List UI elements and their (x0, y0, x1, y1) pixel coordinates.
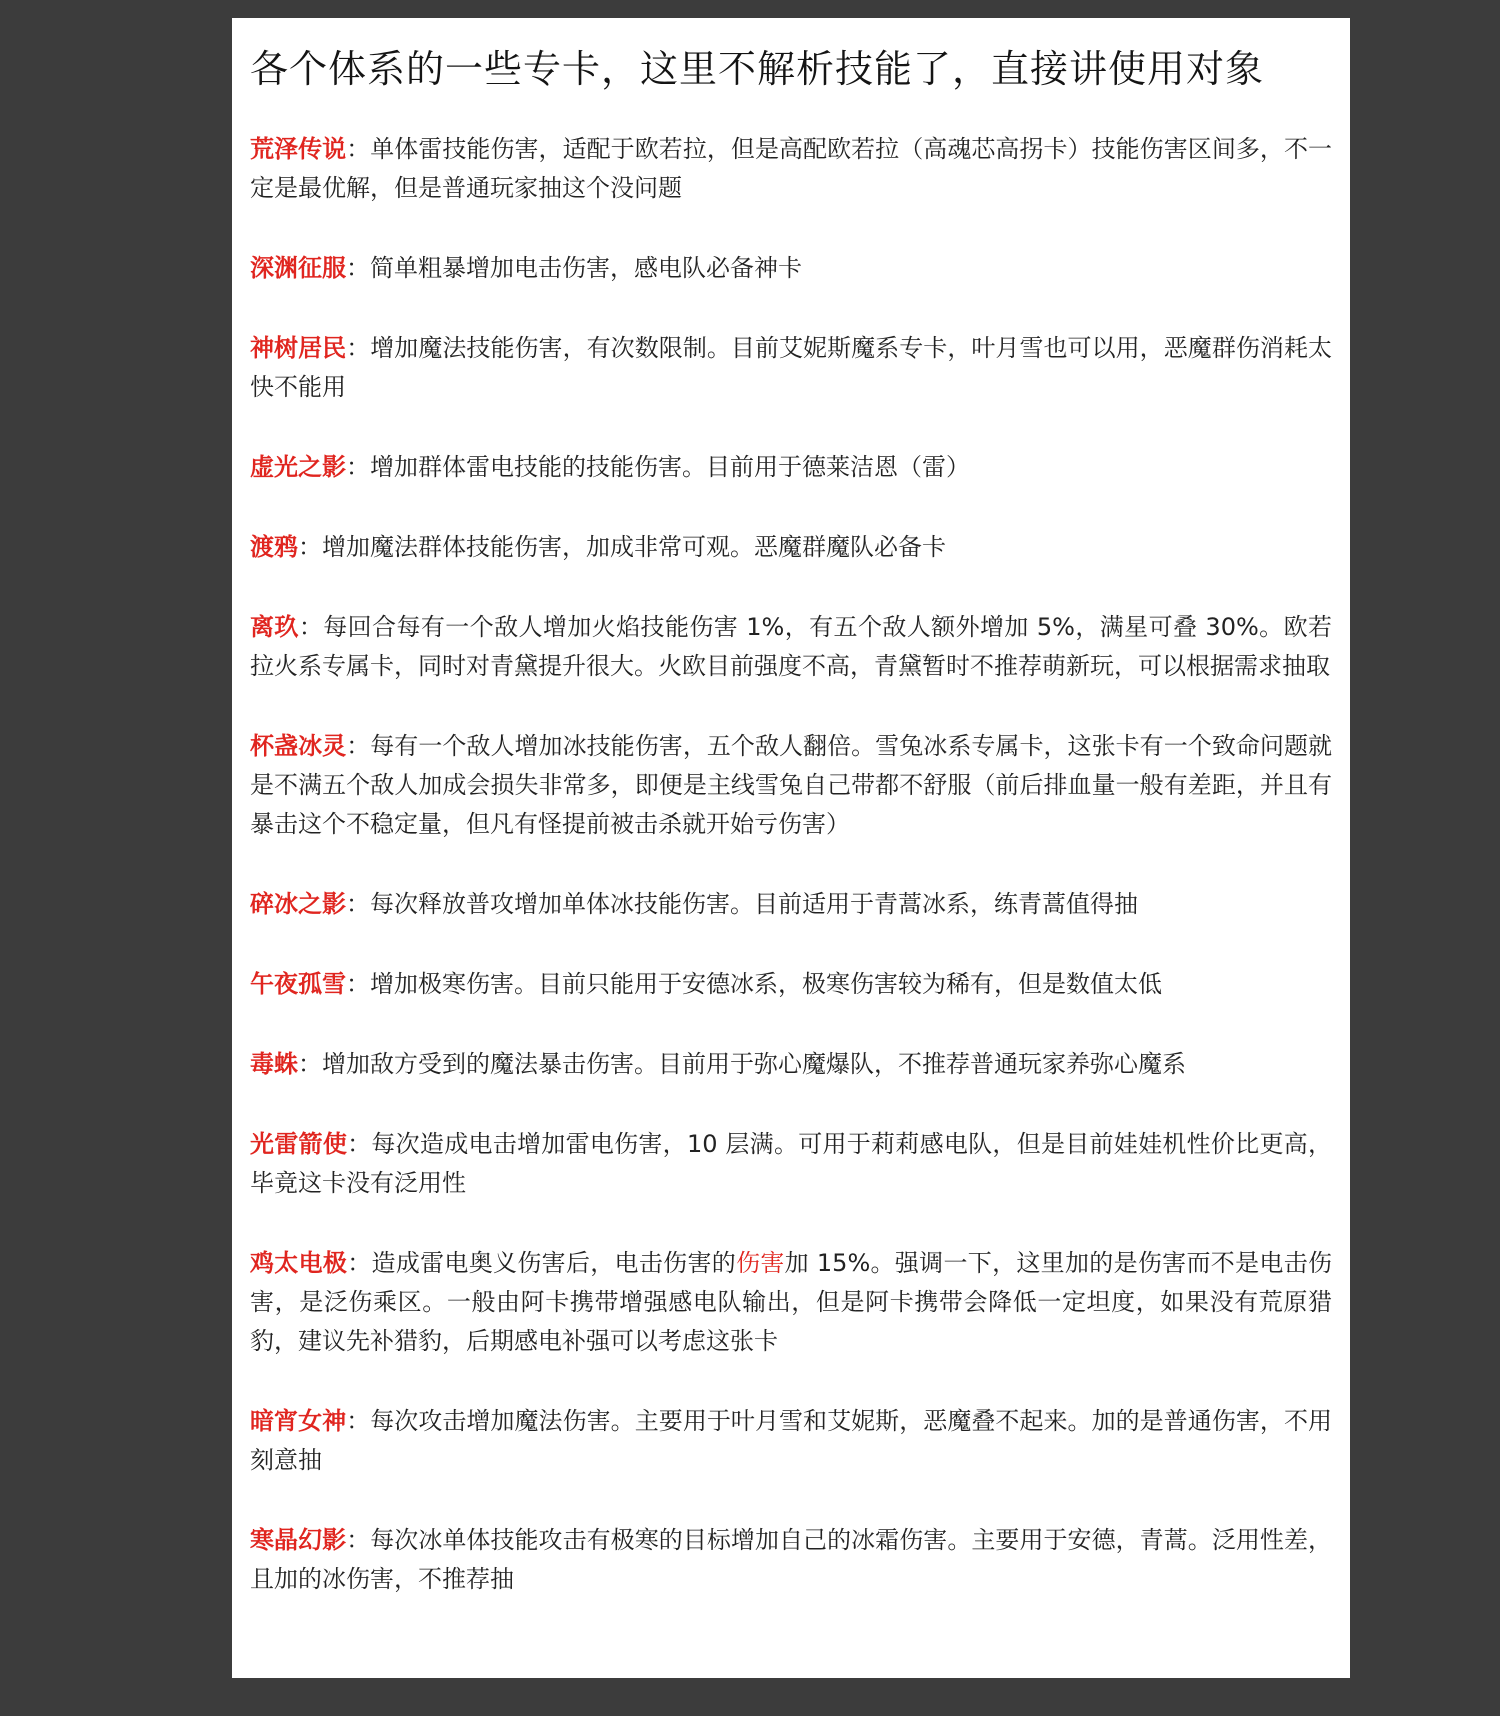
card-name: 深渊征服 (250, 254, 346, 282)
card-description: ：每次造成电击增加雷电伤害，10 层满。可用于莉莉感电队，但是目前娃娃机性价比更高，毕竟这卡没有泛用性 (250, 1130, 1333, 1197)
document-page (232, 18, 1350, 1678)
card-description: ：每次冰单体技能攻击有极寒的目标增加自己的冰霜伤害。主要用于安德，青蒿。泛用性差，且加的冰伤害，不推荐抽 (250, 1526, 1333, 1593)
card-description: ：每次释放普攻增加单体冰技能伤害。目前适用于青蒿冰系，练青蒿值得抽 (346, 890, 1138, 918)
card-description: ：增加极寒伤害。目前只能用于安德冰系，极寒伤害较为稀有，但是数值太低 (346, 970, 1162, 998)
card-entry-lijiu (250, 608, 1332, 686)
card-name: 碎冰之影 (250, 890, 346, 918)
card-description: ：增加魔法群体技能伤害，加成非常可观。恶魔群魔队必备卡 (298, 533, 946, 561)
card-entry-duya (250, 528, 1332, 567)
card-description-continued: 加 15%。强调一下，这里加的是伤害而不是电击伤害，是泛伤乘区。一般由阿卡携带增强感电队输出，但是阿卡携带会降低一定坦度，如果没有荒原猎豹，建议先补猎豹，后期感电补强可以考虑这张卡 (250, 1249, 1332, 1355)
card-name: 离玖 (250, 613, 299, 641)
card-name: 渡鸦 (250, 533, 298, 561)
card-entry-shenyuan (250, 249, 1332, 288)
card-name: 寒晶幻影 (250, 1526, 347, 1554)
highlighted-word: 伤害 (736, 1249, 785, 1277)
card-name: 杯盏冰灵 (250, 732, 347, 760)
page-title: 各个体系的一些专卡，这里不解析技能了，直接讲使用对象 (250, 47, 1265, 91)
card-entry-huangze (250, 130, 1332, 208)
card-description: ：每回合每有一个敌人增加火焰技能伤害 1%，有五个敌人额外增加 5%，满星可叠 30%。欧若拉火系专属卡，同时对青黛提升很大。火欧目前强度不高，青黛暂时不推荐萌新玩，可以根据需求抽取 (250, 613, 1332, 680)
card-entry-jitai (250, 1244, 1332, 1361)
card-name: 毒蛛 (250, 1050, 298, 1078)
card-entry-hanjing (250, 1521, 1332, 1599)
card-description: ：每有一个敌人增加冰技能伤害，五个敌人翻倍。雪兔冰系专属卡，这张卡有一个致命问题就是不满五个敌人加成会损失非常多，即便是主线雪兔自己带都不舒服（前后排血量一般有差距，并且有暴击这个不稳定量，但凡有怪提前被击杀就开始亏伤害） (250, 732, 1333, 838)
card-description: ：增加群体雷电技能的技能伤害。目前用于德莱洁恩（雷） (346, 453, 970, 481)
card-entry-beizhan (250, 727, 1332, 844)
card-name: 光雷箭使 (250, 1130, 348, 1158)
card-entry-anxiao (250, 1402, 1332, 1480)
card-name: 午夜孤雪 (250, 970, 346, 998)
card-name: 虚光之影 (250, 453, 346, 481)
card-entry-wuye (250, 965, 1332, 1004)
card-name: 荒泽传说 (250, 135, 347, 163)
card-entry-xuguang (250, 448, 1332, 487)
card-description: ：增加魔法技能伤害，有次数限制。目前艾妮斯魔系专卡，叶月雪也可以用，恶魔群伤消耗太快不能用 (250, 334, 1333, 401)
card-name: 神树居民 (250, 334, 347, 362)
card-name: 暗宵女神 (250, 1407, 347, 1435)
card-entry-suibing (250, 885, 1332, 924)
card-entry-duzhu (250, 1045, 1332, 1084)
card-entry-shenshu (250, 329, 1332, 407)
card-name: 鸡太电极 (250, 1249, 348, 1277)
card-description: ：单体雷技能伤害，适配于欧若拉，但是高配欧若拉（高魂芯高拐卡）技能伤害区间多，不一定是最优解，但是普通玩家抽这个没问题 (250, 135, 1333, 202)
card-entry-guanglei (250, 1125, 1332, 1203)
card-description: ：每次攻击增加魔法伤害。主要用于叶月雪和艾妮斯，恶魔叠不起来。加的是普通伤害，不用刻意抽 (250, 1407, 1333, 1474)
card-description: ：造成雷电奥义伤害后，电击伤害的 (347, 1249, 737, 1277)
card-description: ：增加敌方受到的魔法暴击伤害。目前用于弥心魔爆队，不推荐普通玩家养弥心魔系 (298, 1050, 1186, 1078)
card-description: ：简单粗暴增加电击伤害，感电队必备神卡 (346, 254, 802, 282)
